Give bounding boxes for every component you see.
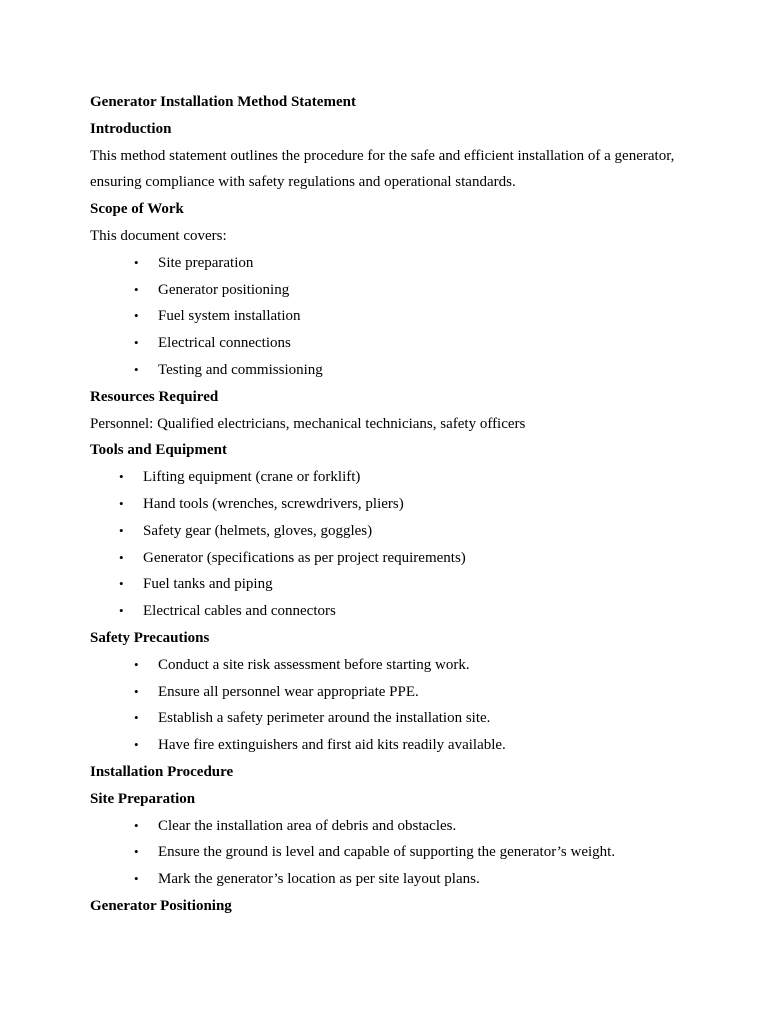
bullet-icon: •	[134, 844, 139, 860]
bullet-icon: •	[134, 281, 139, 297]
list-item: • Hand tools (wrenches, screwdrivers, pliers)	[90, 491, 690, 518]
bullet-icon: •	[134, 683, 139, 699]
list-item: • Fuel tanks and piping	[90, 571, 690, 598]
bullet-icon: •	[134, 254, 139, 270]
bullet-icon: •	[134, 871, 139, 887]
bullet-icon: •	[134, 656, 139, 672]
bullet-icon: •	[134, 817, 139, 833]
site-preparation-list	[90, 813, 690, 893]
list-item: • Lifting equipment (crane or forklift)	[90, 464, 690, 491]
scope-list	[90, 250, 690, 384]
list-item: • Ensure all personnel wear appropriate PPE.	[90, 679, 690, 706]
bullet-icon: •	[119, 522, 124, 538]
bullet-icon: •	[119, 576, 124, 592]
bullet-icon: •	[119, 549, 124, 565]
safety-heading: Safety Precautions	[90, 629, 210, 646]
bullet-icon: •	[134, 308, 139, 324]
introduction-text-line-1: This method statement outlines the procedure for the safe and efficient installation of a generator,	[90, 147, 675, 164]
resources-heading: Resources Required	[90, 388, 219, 405]
list-item: • Clear the installation area of debris and obstacles.	[90, 813, 690, 840]
document-body	[90, 89, 690, 920]
document-title: Generator Installation Method Statement	[90, 94, 356, 110]
list-item: • Generator positioning	[90, 277, 690, 304]
list-item: • Establish a safety perimeter around the installation site.	[90, 705, 690, 732]
list-item: • Testing and commissioning	[90, 357, 690, 384]
bullet-icon: •	[119, 469, 124, 485]
list-item: • Mark the generator’s location as per site layout plans.	[90, 866, 690, 893]
introduction-text-line-2: ensuring compliance with safety regulations and operational standards.	[90, 174, 516, 191]
bullet-icon: •	[134, 361, 139, 377]
safety-list	[90, 652, 690, 759]
tools-heading: Tools and Equipment	[90, 442, 228, 459]
list-item: • Site preparation	[90, 250, 690, 277]
generator-positioning-heading: Generator Positioning	[90, 897, 232, 914]
bullet-icon: •	[134, 737, 139, 753]
list-item: • Have fire extinguishers and first aid kits readily available.	[90, 732, 690, 759]
list-item: • Safety gear (helmets, gloves, goggles)	[90, 518, 690, 545]
list-item: • Generator (specifications as per project requirements)	[90, 545, 690, 572]
list-item: • Conduct a site risk assessment before starting work.	[90, 652, 690, 679]
installation-heading: Installation Procedure	[90, 763, 234, 780]
list-item: • Electrical cables and connectors	[90, 598, 690, 625]
list-item: • Electrical connections	[90, 330, 690, 357]
bullet-icon: •	[119, 603, 124, 619]
scope-lead-text: This document covers:	[90, 227, 227, 244]
list-item: • Fuel system installation	[90, 303, 690, 330]
introduction-heading: Introduction	[90, 120, 172, 137]
scope-heading: Scope of Work	[90, 201, 184, 218]
bullet-icon: •	[134, 710, 139, 726]
tools-list	[90, 464, 690, 625]
list-item: • Ensure the ground is level and capable of supporting the generator’s weight.	[90, 839, 690, 866]
site-preparation-heading: Site Preparation	[90, 790, 196, 807]
personnel-text: Personnel: Qualified electricians, mechanical technicians, safety officers	[90, 415, 526, 432]
bullet-icon: •	[119, 495, 124, 511]
bullet-icon: •	[134, 335, 139, 351]
